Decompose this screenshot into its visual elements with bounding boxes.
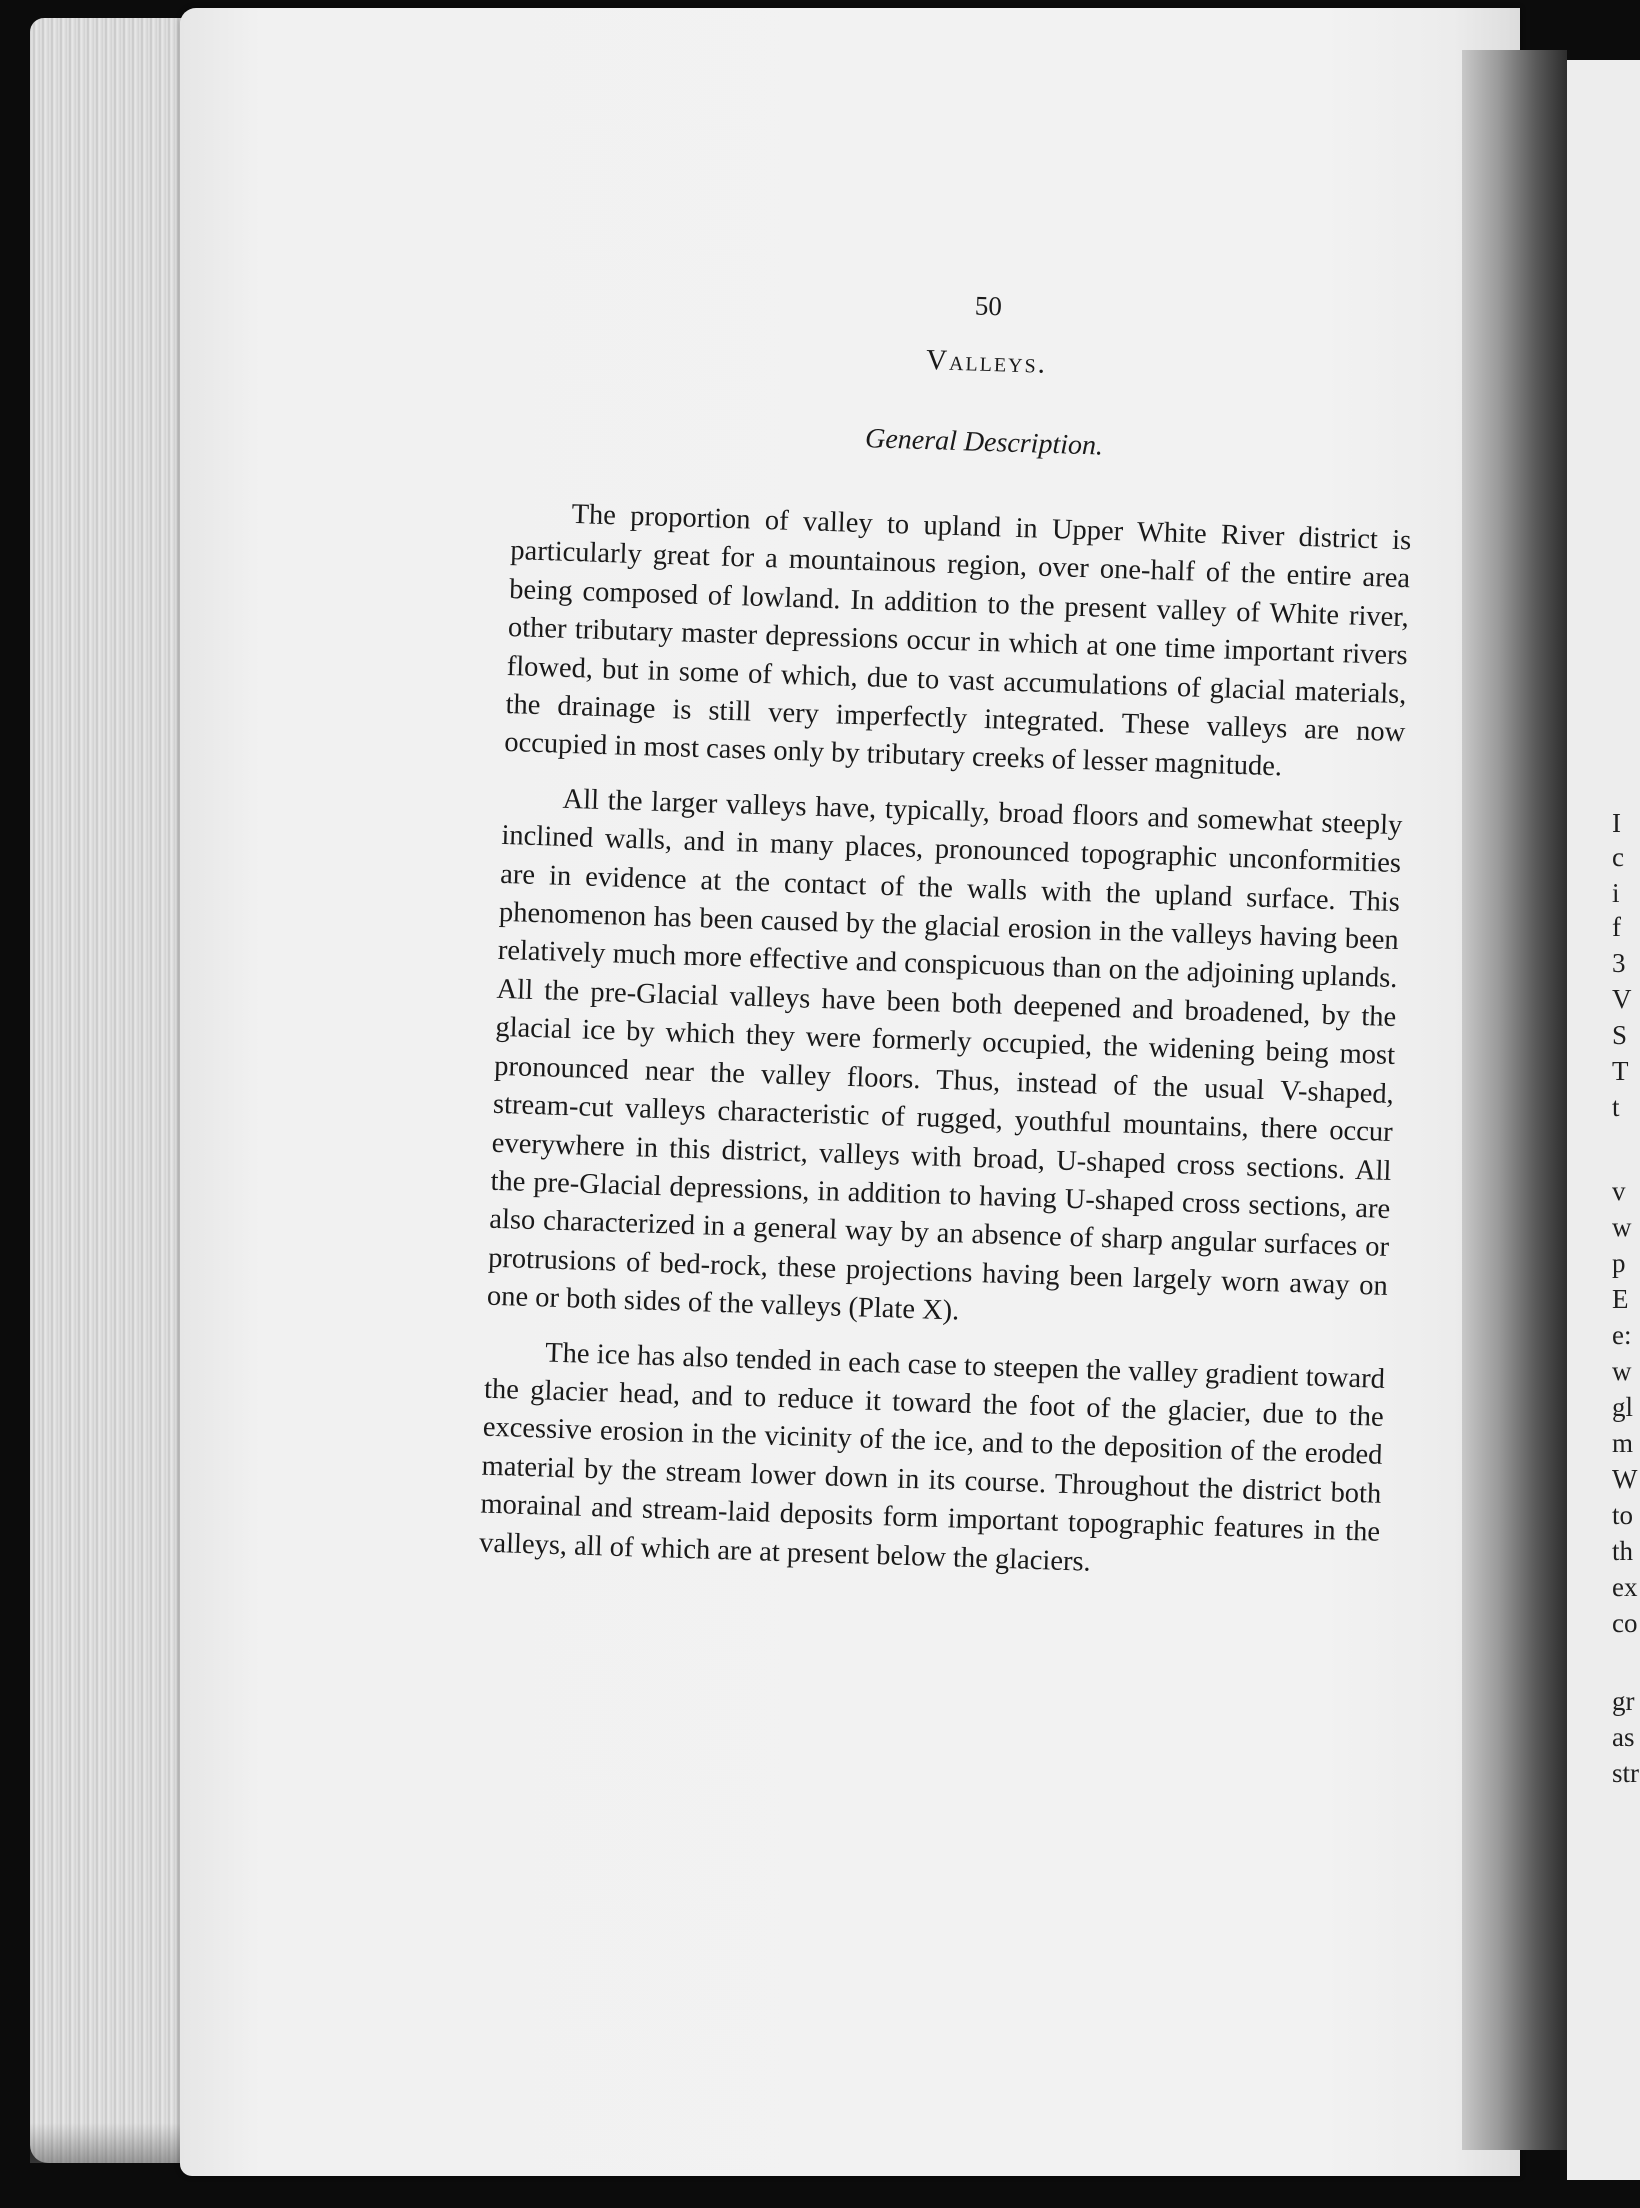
facing-fragment: I [1612,808,1621,838]
body-paragraph: The ice has also tended in each case to steepen the valley gradient toward the glacier head, and to reduce it toward the foot of the glacier, due to the excessive erosion in the vicinity of the ice, and to the deposition of the eroded material by the stream lower down in its course. Throughout the district both morainal and stream-laid deposits form important topographic features in the valleys, all of which are at present below the glaciers. [478,1337,1386,1578]
page-number: 50 [974,290,1003,322]
page-content [478,276,1418,1607]
facing-fragment: c [1612,842,1624,872]
facing-fragment: as [1612,1722,1635,1752]
facing-fragment: v [1612,1176,1626,1206]
facing-fragment: S [1612,1020,1628,1050]
facing-fragment: 3 [1612,948,1626,978]
facing-fragment: w [1612,1356,1632,1386]
facing-page [1567,60,1640,2180]
body-paragraph: All the larger valleys have, typically, broad floors and somewhat steeply inclined walls, and in many places, pronounced topographic unconformities are in evidence at the contact of the walls with the upland surface. This phenomenon has been caused by the glacial erosion in the valleys having been relatively much more effective and conspicuous than on the adjoining uplands. All the pre-Glacial valleys have been both deepened and broadened, by the glacial ice by which they were formerly occupied, the widening being most pronounced near the valley floors. Thus, instead of the usual V-shaped, stream-cut valleys characteristic of rugged, youthful mountains, there occur everywhere in this district, valleys with broad, U-shaped cross sections. All the pre-Glacial depressions, in addition to having U-shaped cross sections, are also characterized in a general way by an absence of sharp angular surfaces or protrusions of bed-rock, these projections having been largely worn away on one or both sides of the valleys (Plate X). [486,783,1403,1327]
facing-fragment: t [1612,1092,1620,1122]
facing-fragment: ex [1612,1572,1638,1602]
facing-fragment: V [1612,984,1632,1014]
section-heading: General Description. [864,423,1104,462]
facing-fragment: w [1612,1212,1632,1242]
body-paragraph: The proportion of valley to upland in Upper White River district is particularly great for a mountainous region, over one-half of the entire area being composed of lowland. In addition to the present valley of White river, other tributary master depressions occur in which at one time important rivers flowed, but in some of which, due to vast accumulations of glacial materials, the drainage is still very imperfectly integrated. These valleys are now occupied in most cases only by tributary creeks of lesser magnitude. [503,498,1412,783]
facing-fragment: W [1612,1464,1638,1494]
facing-fragment: p [1612,1248,1626,1278]
facing-fragment: str [1612,1758,1639,1788]
facing-fragment: T [1612,1056,1629,1086]
facing-fragment: E [1612,1284,1629,1314]
facing-fragment: f [1612,912,1621,942]
book-gutter-shadow [1462,50,1567,2150]
chapter-heading: Valleys. [925,343,1048,380]
facing-fragment: co [1612,1608,1638,1638]
facing-fragment: m [1612,1428,1634,1458]
facing-fragment: gr [1612,1686,1635,1716]
facing-fragment: gl [1612,1392,1634,1422]
facing-fragment: to [1612,1500,1634,1530]
facing-fragment: i [1612,878,1620,908]
facing-fragment: e: [1612,1320,1632,1350]
facing-fragment: th [1612,1536,1634,1566]
